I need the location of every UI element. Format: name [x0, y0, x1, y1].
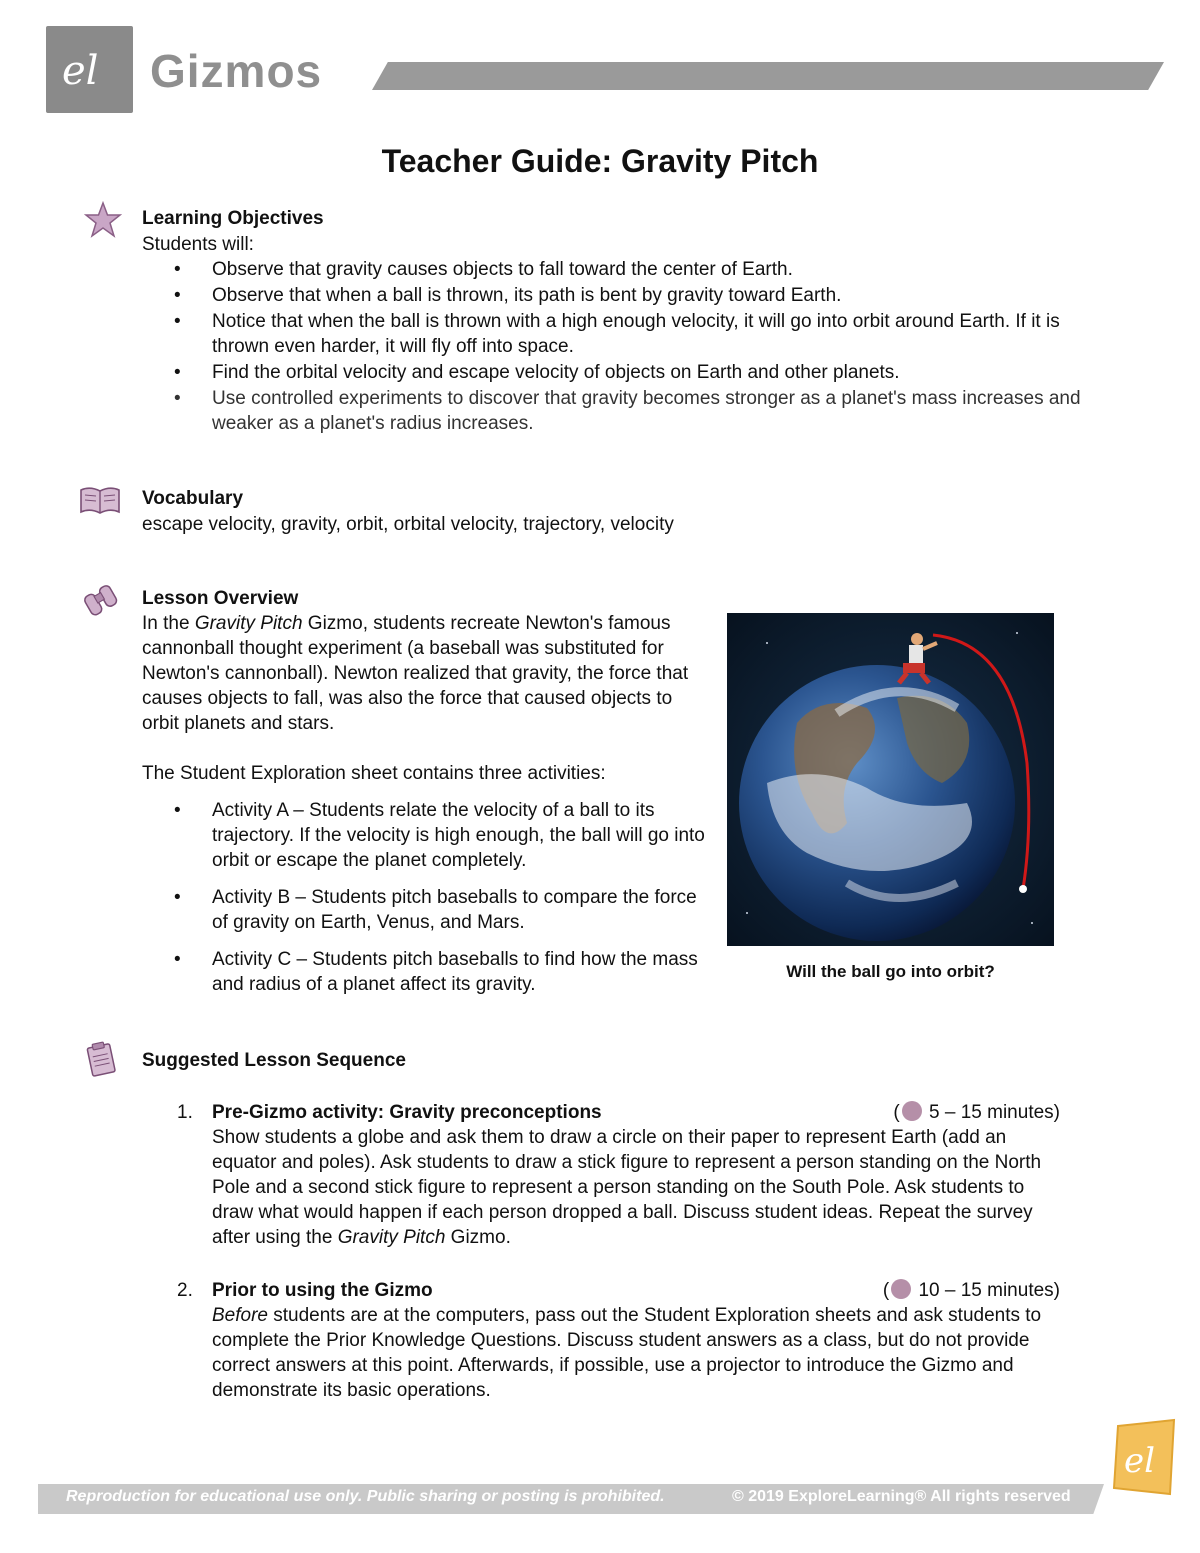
sequence-item-1 — [142, 1100, 1060, 1250]
sequence-body — [212, 1303, 1060, 1403]
objectives-intro: Students will: — [142, 234, 254, 255]
sequence-duration — [883, 1278, 1060, 1303]
learning-objectives-section — [142, 232, 1102, 437]
duration-text: 5 – 15 minutes) — [923, 1102, 1060, 1123]
footer-logo-icon — [1108, 1418, 1180, 1498]
objectives-list — [0, 257, 1102, 436]
clock-icon — [902, 1101, 922, 1121]
overview-gizmo-name: Gravity Pitch — [194, 613, 303, 634]
earth-orbit-image — [727, 613, 1054, 946]
sequence-duration — [893, 1100, 1060, 1125]
lesson-overview-heading: Lesson Overview — [142, 588, 299, 609]
logo-text: el — [62, 48, 99, 94]
footer-logo-text: el — [1124, 1441, 1155, 1481]
activity-item: • Activity C – Students pitch baseballs to find how the mass and radius of a planet affect its gravity. — [142, 947, 717, 997]
footer-disclaimer: Reproduction for educational use only. Public sharing or posting is prohibited. — [66, 1488, 665, 1505]
sequence-body-text: students are at the computers, pass out the Student Exploration sheets and ask students to complete the Prior Knowledge Questions. Discuss student answers as a class, but do not provide correct answers at this point. Afterwards, if possible, use a projector to introduce the Gizmo and demonstrate its basic operations. — [212, 1305, 1042, 1401]
star-icon — [84, 201, 122, 239]
overview-text-a: In the — [142, 613, 195, 634]
duration-text: 10 – 15 minutes) — [913, 1280, 1060, 1301]
objective-item: • Use controlled experiments to discover that gravity becomes stronger as a planet's mass increases and weaker as a planet's radius increases. — [142, 386, 1102, 436]
activities-intro: The Student Exploration sheet contains three activities: — [142, 763, 606, 784]
binoculars-icon — [80, 580, 122, 618]
page-title: Teacher Guide: Gravity Pitch — [381, 143, 819, 179]
sequence-body — [212, 1125, 1060, 1250]
vocabulary-terms: escape velocity, gravity, orbit, orbital velocity, trajectory, velocity — [142, 514, 674, 535]
duration-paren: ( — [882, 1280, 890, 1301]
header-bar — [372, 62, 1164, 90]
sequence-gizmo-name: Gravity Pitch — [337, 1227, 446, 1248]
sequence-title: Pre-Gizmo activity: Gravity preconceptions — [212, 1102, 602, 1123]
footer-copyright: © 2019 ExploreLearning® All rights reserved — [732, 1488, 1071, 1505]
image-caption: Will the ball go into orbit? — [786, 962, 995, 981]
sequence-body-text: Show students a globe and ask them to draw a circle on their paper to represent Earth (add an equator and poles). Ask students to draw a stick figure to represent a person standing on the North Pole and a second stick figure to represent a person standing on the South Pole. Ask students to draw what would happen if each person dropped a ball. Discuss student ideas. Repeat the survey after using the — [212, 1127, 1042, 1248]
lesson-overview-paragraph — [142, 611, 702, 736]
explorelearning-logo — [46, 26, 133, 113]
activity-item: • Activity B – Students pitch baseballs to compare the force of gravity on Earth, Venus, and Mars. — [142, 885, 717, 935]
clipboard-icon — [84, 1040, 118, 1078]
duration-paren: ( — [893, 1102, 900, 1123]
book-icon — [78, 482, 122, 520]
lesson-sequence-heading: Suggested Lesson Sequence — [142, 1050, 406, 1071]
sequence-title: Prior to using the Gizmo — [212, 1280, 433, 1301]
objective-item: • Observe that when a ball is thrown, its path is bent by gravity toward Earth. — [142, 283, 1102, 308]
objective-item: • Observe that gravity causes objects to fall toward the center of Earth. — [142, 257, 1102, 282]
baseball — [1019, 885, 1027, 893]
objective-item: • Notice that when the ball is thrown with a high enough velocity, it will go into orbit around Earth. If it is thrown even harder, it will fly off into space. — [142, 309, 1102, 359]
sequence-body-text-end: Gizmo. — [445, 1227, 511, 1248]
objective-item: • Find the orbital velocity and escape velocity of objects on Earth and other planets. — [142, 360, 1102, 385]
sequence-number: 1. — [177, 1102, 193, 1123]
sequence-body-emphasis: Before — [212, 1305, 268, 1326]
brand-name: Gizmos — [150, 45, 323, 97]
activities-list — [142, 798, 717, 998]
activity-item: • Activity A – Students relate the velocity of a ball to its trajectory. If the velocity is high enough, the ball will go into orbit or escape the planet completely. — [142, 798, 717, 873]
sequence-item-2 — [142, 1278, 1060, 1403]
learning-objectives-heading: Learning Objectives — [142, 208, 324, 229]
vocabulary-heading: Vocabulary — [142, 488, 244, 509]
sequence-number: 2. — [177, 1280, 193, 1301]
clock-icon — [891, 1279, 911, 1299]
overview-text-b: Gizmo, students recreate Newton's famous cannonball thought experiment (a baseball was substituted for Newton's cannonball). Newton realized that gravity, the force that causes objects to fall, was also the force that caused objects to orbit planets and stars. — [142, 613, 689, 734]
